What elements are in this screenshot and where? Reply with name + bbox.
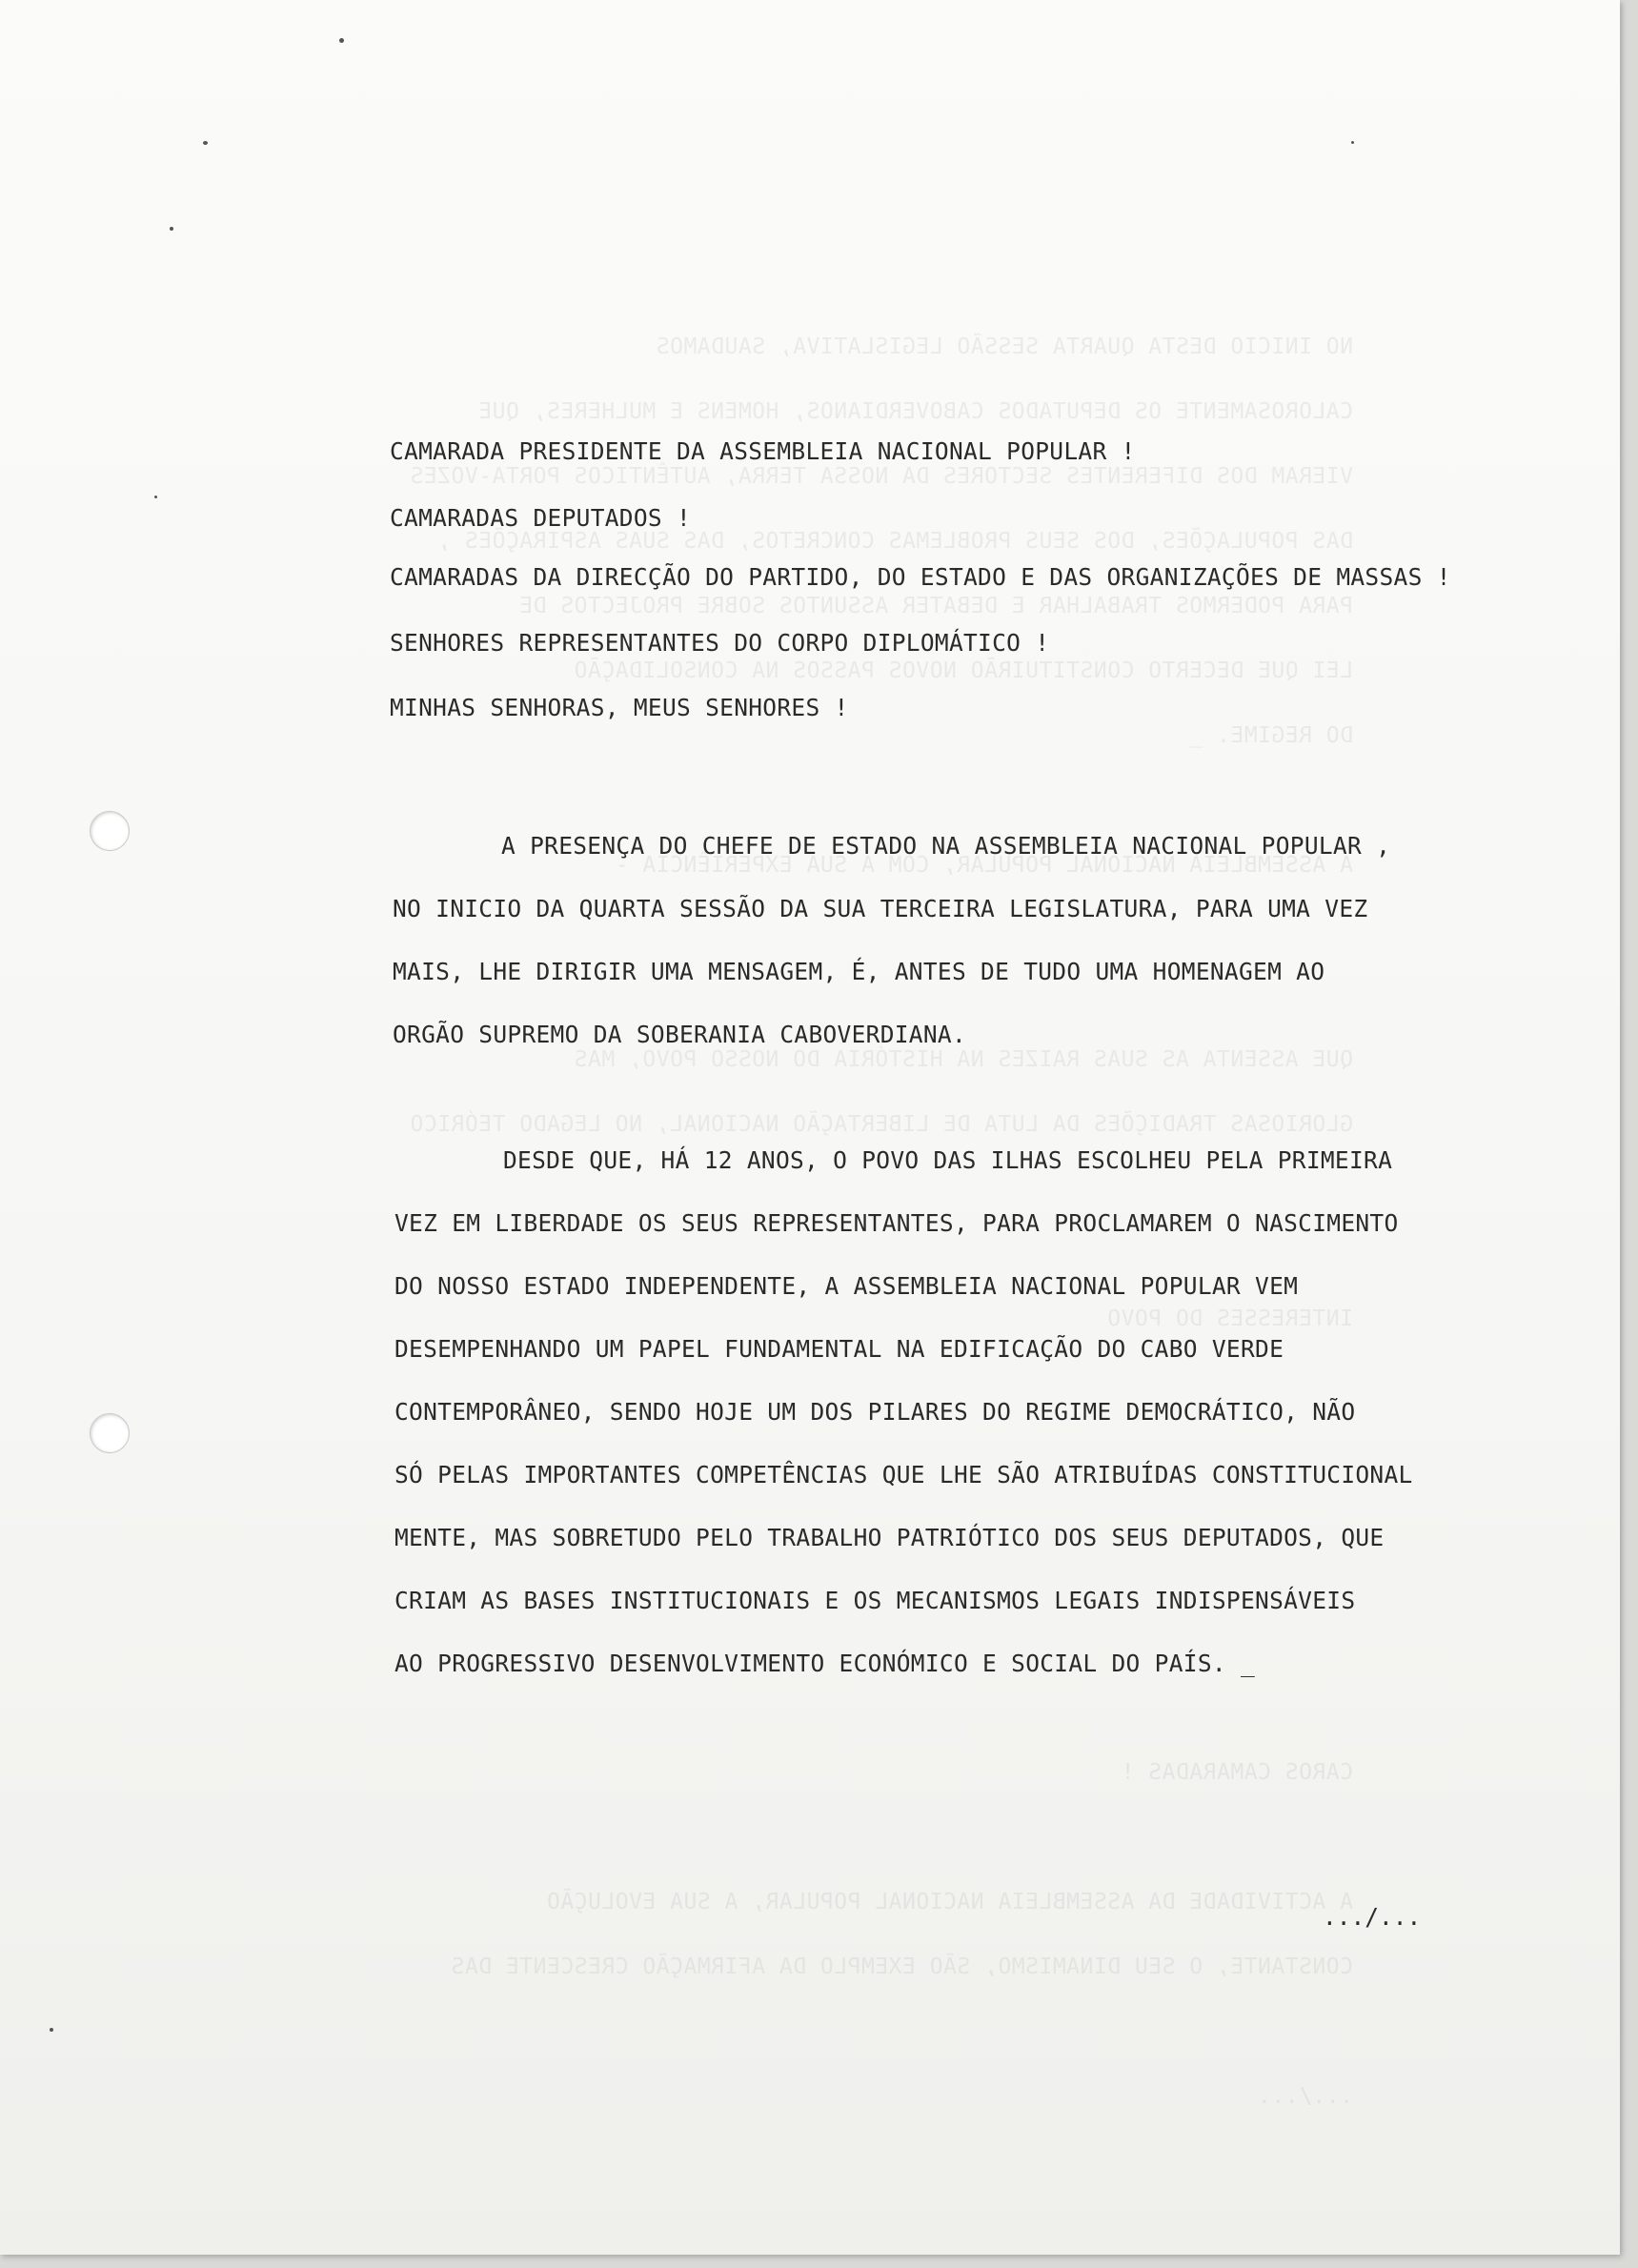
show-through-line — [257, 1999, 1353, 2064]
salutation-line: CAMARADAS DEPUTADOS ! — [390, 504, 692, 532]
paragraph-line: MAIS, LHE DIRIGIR UMA MENSAGEM, É, ANTES DE TUDO UMA HOMENAGEM AO — [393, 958, 1325, 985]
show-through-line: GLORIOSAS TRADIÇÕES DA LUTA DE LIBERTAÇÃO NACIONAL, NO LEGADO TEÓRICO — [410, 1112, 1353, 1137]
show-through-line: CALOROSAMENTE OS DEPUTADOS CABOVERDIANOS, HOMENS E MULHERES, QUE — [477, 399, 1353, 424]
paragraph-line: SÓ PELAS IMPORTANTES COMPETÊNCIAS QUE LHE SÃO ATRIBUÍDAS CONSTITUCIONAL — [394, 1461, 1413, 1488]
paragraph-line: CRIAM AS BASES INSTITUCIONAIS E OS MECANISMOS LEGAIS INDISPENSÁVEIS — [394, 1587, 1356, 1614]
paragraph-line: CONTEMPORÂNEO, SENDO HOJE UM DOS PILARES DO REGIME DEMOCRÁTICO, NÃO — [394, 1398, 1356, 1426]
ink-speck — [203, 141, 208, 145]
show-through-line: LEI QUE DECERTO CONSTITUIRÃO NOVOS PASSOS NA CONSOLIDAÇÃO — [574, 658, 1353, 683]
salutation-line: SENHORES REPRESENTANTES DO CORPO DIPLOMÁTICO ! — [390, 629, 1050, 657]
show-through-line: A ASSEMBLEIA NACIONAL POPULAR, COM A SUA EXPERIÊNCIA - — [615, 853, 1353, 878]
show-through-line: .../... — [1257, 2084, 1353, 2109]
ink-speck — [339, 38, 344, 43]
punch-hole — [90, 1413, 130, 1453]
ink-speck — [50, 2028, 53, 2032]
paragraph-line: MENTE, MAS SOBRETUDO PELO TRABALHO PATRIÓTICO DOS SEUS DEPUTADOS, QUE — [394, 1524, 1385, 1551]
ink-speck — [1351, 141, 1354, 144]
punch-hole — [90, 811, 130, 851]
ink-speck — [154, 496, 157, 498]
paragraph-line: DESEMPENHANDO UM PAPEL FUNDAMENTAL NA EDIFICAÇÃO DO CABO VERDE — [394, 1335, 1284, 1363]
paragraph-line: AO PROGRESSIVO DESENVOLVIMENTO ECONÓMICO E SOCIAL DO PAÍS. _ — [394, 1650, 1256, 1677]
salutation-line: CAMARADAS DA DIRECÇÃO DO PARTIDO, DO ESTADO E DAS ORGANIZAÇÕES DE MASSAS ! — [390, 563, 1451, 591]
paragraph-line: DO NOSSO ESTADO INDEPENDENTE, A ASSEMBLEIA NACIONAL POPULAR VEM — [394, 1272, 1299, 1300]
continuation-marker: .../... — [1323, 1903, 1422, 1931]
show-through-line: NO INICIO DESTA QUARTA SESSÃO LEGISLATIVA, SAUDAMOS — [656, 334, 1353, 359]
paragraph-line: DESDE QUE, HÁ 12 ANOS, O POVO DAS ILHAS ESCOLHEU PELA PRIMEIRA — [503, 1146, 1393, 1174]
show-through-line: CONSTANTE, O SEU DINAMISMO, SÃO EXEMPLO DA AFIRMAÇÃO CRESCENTE DAS — [451, 1954, 1353, 1979]
show-through-line: VIERAM DOS DIFERENTES SECTORES DA NOSSA TERRA, AUTÊNTICOS PORTA-VOZES — [410, 464, 1353, 489]
salutation-line: CAMARADA PRESIDENTE DA ASSEMBLEIA NACIONAL POPULAR ! — [390, 437, 1136, 465]
show-through-line — [257, 768, 1353, 833]
paragraph-line: NO INICIO DA QUARTA SESSÃO DA SUA TERCEIRA LEGISLATURA, PARA UMA VEZ — [393, 895, 1368, 922]
show-through-line — [257, 1675, 1353, 1740]
paragraph-line: A PRESENÇA DO CHEFE DE ESTADO NA ASSEMBLEIA NACIONAL POPULAR , — [501, 832, 1391, 860]
show-through-line: DAS POPULAÇÕES, DOS SEUS PROBLEMAS CONCRETOS, DAS SUAS ASPIRAÇÕES , — [436, 529, 1353, 554]
show-through-line: INTERESSES DO POVO — [1106, 1306, 1353, 1331]
ink-speck — [170, 227, 173, 231]
show-through-line: CAROS CAMARADAS ! — [1121, 1760, 1353, 1785]
show-through-line: QUE ASSENTA AS SUAS RAIZES NA HISTÓRIA DO NOSSO POVO, MAS — [574, 1047, 1353, 1072]
show-through-line — [257, 1805, 1353, 1870]
show-through-line: A ACTIVIDADE DA ASSEMBLEIA NACIONAL POPULAR, A SUA EVOLUÇÃO — [546, 1890, 1353, 1914]
paragraph-line: ORGÃO SUPREMO DA SOBERANIA CABOVERDIANA. — [393, 1021, 967, 1048]
salutation-line: MINHAS SENHORAS, MEUS SENHORES ! — [390, 694, 849, 721]
paragraph-line: VEZ EM LIBERDADE OS SEUS REPRESENTANTES, PARA PROCLAMAREM O NASCIMENTO — [394, 1209, 1399, 1237]
show-through-line: DO REGIME. _ — [1188, 723, 1353, 748]
show-through-line: PARA PODERMOS TRABALHAR E DEBATER ASSUNTOS SOBRE PROJECTOS DE — [518, 594, 1353, 618]
